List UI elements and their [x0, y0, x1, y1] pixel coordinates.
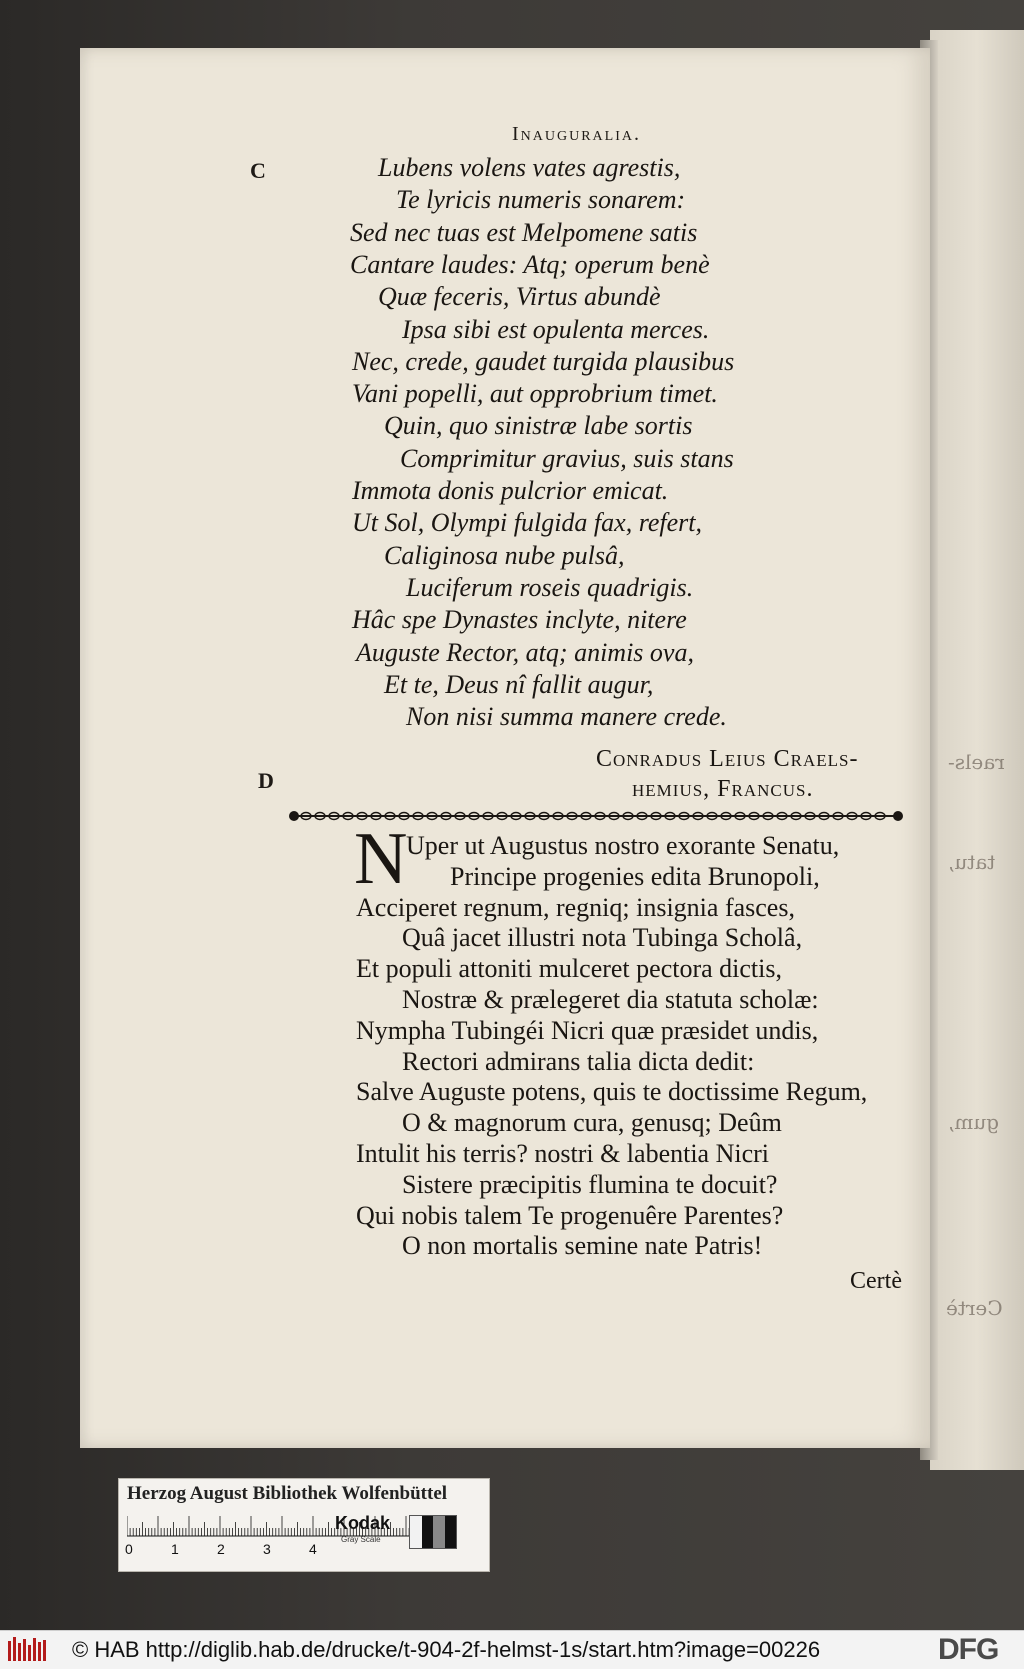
dfg-logo: DFG [938, 1633, 999, 1666]
ode-line: Comprimitur gravius, suis stans [400, 443, 734, 473]
elegy-line: Nympha Tubingéi Nicri quæ præsidet undis, [356, 1015, 819, 1045]
opposite-fragment: tatu, [948, 850, 996, 874]
elegy-line: O non mortalis semine nate Patris! [402, 1231, 763, 1261]
footer-url[interactable]: © HAB http://diglib.hab.de/drucke/t-904-2f-helmst-1s/start.htm?image=00226 [72, 1637, 821, 1662]
ode-line: Hâc spe Dynastes inclyte, nitere [352, 605, 687, 635]
ode-line: Caliginosa nube pulsâ, [384, 540, 625, 570]
opposite-fragment: gum, [948, 1110, 1000, 1134]
margin-letter-c: C [250, 158, 266, 183]
ode-line: Quæ feceris, Virtus abundè [378, 282, 661, 312]
elegy-line: Intulit his terris? nostri & labentia Nicri [356, 1139, 770, 1168]
catchword: Certè [850, 1268, 902, 1294]
ode-line: Lubens volens vates agrestis, [378, 153, 681, 182]
elegy-line: Rectori admirans talia dicta dedit: [402, 1046, 755, 1076]
margin-letter-d: D [258, 768, 274, 793]
signature-line-2: hemius, Francus. [632, 776, 814, 802]
scale-number: 1 [171, 1541, 179, 1557]
scale-ruler [127, 1515, 437, 1537]
ode-line: Auguste Rector, atq; animis ova, [356, 637, 694, 667]
running-head: Inauguralia. [512, 123, 641, 145]
gray-swatch [409, 1515, 457, 1549]
elegy-line: Principe progenies edita Brunopoli, [450, 861, 820, 891]
gray-scale-label: Gray Scale [341, 1535, 381, 1544]
library-name: Herzog August Bibliothek Wolfenbüttel [127, 1483, 448, 1504]
opposite-fragment: raels- [948, 750, 1005, 774]
elegy-line: Sistere præcipitis flumina te docuit? [402, 1169, 778, 1199]
ode-line: Cantare laudes: Atq; operum benè [350, 249, 710, 279]
kodak-logo: Kodak [335, 1513, 391, 1533]
elegy-line: Uper ut Augustus nostro exorante Senatu, [406, 831, 840, 860]
drop-cap: N [354, 818, 408, 900]
signature-line-1: Conradus Leius Craels- [596, 746, 859, 772]
ode-line: Non nisi summa manere crede. [406, 702, 727, 732]
elegy-line: Acciperet regnum, regniq; insignia fasces, [356, 892, 795, 922]
elegy-line: Salve Auguste potens, quis te doctissime Regum, [356, 1077, 868, 1107]
ode-line: Immota donis pulcrior emicat. [352, 476, 669, 505]
ode-line: Luciferum roseis quadrigis. [406, 572, 694, 602]
scale-number: 0 [125, 1541, 133, 1557]
ode-line: Ipsa sibi est opulenta merces. [402, 314, 710, 344]
scale-number: 3 [263, 1541, 271, 1557]
scale-number: 4 [309, 1541, 317, 1557]
ode-line: Et te, Deus nî fallit augur, [384, 669, 654, 699]
ode-line: Quin, quo sinistræ labe sortis [384, 411, 693, 441]
opposite-page [930, 30, 1024, 1470]
ode-line: Te lyricis numeris sonarem: [396, 185, 686, 215]
scale-number: 2 [217, 1541, 225, 1557]
ode-line: Vani popelli, aut opprobrium timet. [352, 379, 718, 409]
ode-line: Nec, crede, gaudet turgida plausibus [352, 346, 735, 376]
elegy-line: Qui nobis talem Te progenuêre Parentes? [356, 1200, 784, 1230]
ode-line: Ut Sol, Olympi fulgida fax, refert, [352, 508, 702, 538]
elegy-line: O & magnorum cura, genusq; Deûm [402, 1108, 782, 1138]
ode-line: Sed nec tuas est Melpomene satis [350, 217, 698, 247]
opposite-fragment: Certè [946, 1296, 1003, 1320]
hab-logo-icon [6, 1635, 48, 1665]
elegy-line: Nostræ & prælegeret dia statuta scholæ: [402, 985, 819, 1014]
color-calibration-bar [118, 1478, 490, 1572]
footer-bar [0, 1630, 1024, 1669]
elegy-line: Quâ jacet illustri nota Tubinga Scholâ, [402, 923, 803, 953]
elegy-line: Et populi attoniti mulceret pectora dictis, [356, 954, 782, 984]
